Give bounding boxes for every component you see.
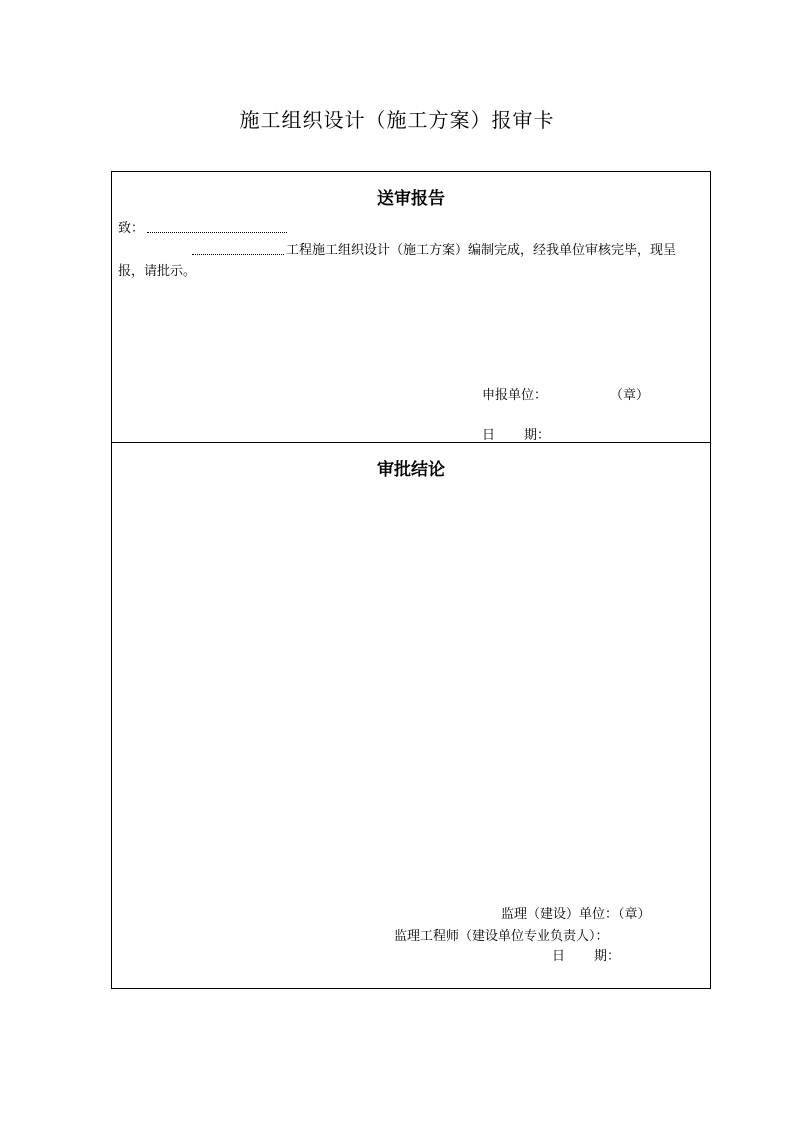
to-label: 致：	[118, 221, 145, 236]
approval-date-label: 期：	[594, 949, 621, 964]
review-form-table	[111, 171, 711, 989]
report-date-label: 期：	[524, 428, 551, 443]
project-name-blank[interactable]	[192, 254, 284, 255]
seal-label: （章）	[610, 388, 650, 403]
engineer-label: 监理工程师（建设单位专业负责人）：	[394, 929, 609, 944]
section-divider	[112, 442, 710, 443]
recipient-blank[interactable]	[147, 232, 287, 233]
applicant-unit-label: 申报单位：	[482, 388, 548, 403]
document-title: 施工组织设计（施工方案）报审卡	[239, 108, 555, 132]
approval-section-heading: 审批结论	[377, 460, 445, 480]
approval-date-char-ri: 日	[552, 949, 566, 964]
supervisor-unit-label: 监理（建设）单位：（章）	[501, 907, 651, 922]
report-body-line1: 工程施工组织设计（施工方案）编制完成，经我单位审核完毕，现呈	[286, 243, 677, 258]
report-body-line2: 报，请批示。	[118, 264, 197, 279]
report-date-char-ri: 日	[482, 428, 496, 443]
report-section-heading: 送审报告	[377, 189, 445, 209]
